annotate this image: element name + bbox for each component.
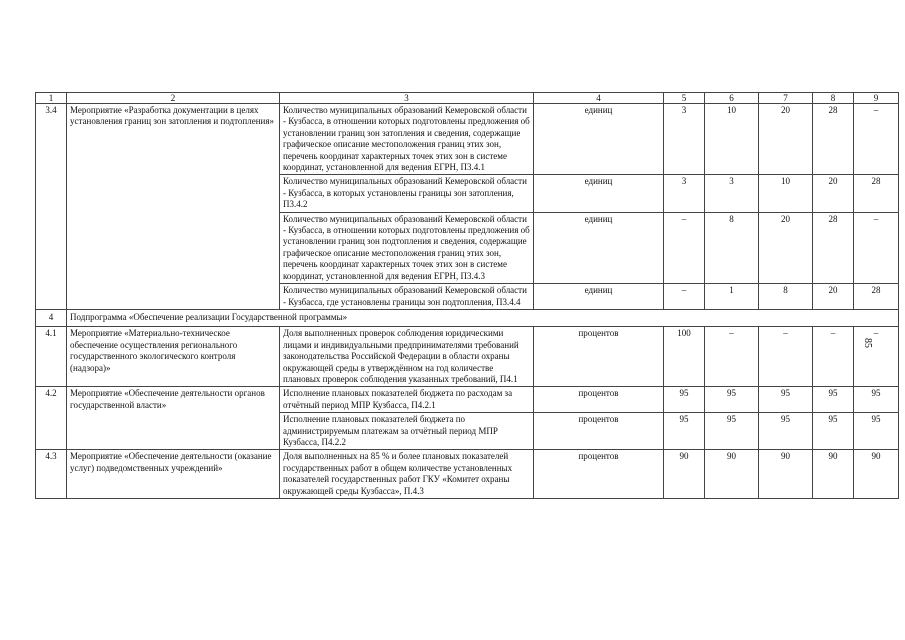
value-cell: 20 bbox=[759, 104, 813, 175]
value-cell: 95 bbox=[705, 387, 759, 413]
indicator-name: Количество муниципальных образований Кемеровской области - Кузбасса, в отношении которых подготовлены предложения об установлении границ зон затопления и сведения, содержащие графическое описание местоположения границ этих зон, перечень координат характерных точек этих зон в системе координат, установленной для ведения ЕГРН, П3.4.1 bbox=[280, 104, 534, 175]
value-cell: 8 bbox=[759, 284, 813, 310]
unit-cell: процентов bbox=[534, 450, 664, 499]
value-cell: 20 bbox=[813, 175, 854, 212]
column-number: 3 bbox=[280, 93, 534, 104]
event-name: Мероприятие «Обеспечение деятельности органов государственной власти» bbox=[67, 387, 280, 450]
value-cell: – bbox=[854, 212, 899, 283]
value-cell: – bbox=[759, 327, 813, 387]
page-number: 85 bbox=[862, 338, 873, 348]
value-cell: 90 bbox=[854, 450, 899, 499]
unit-cell: единиц bbox=[534, 284, 664, 310]
value-cell: 10 bbox=[759, 175, 813, 212]
indicator-name: Доля выполненных на 85 % и более плановых показателей государственных работ в общем количестве установленных показателей государственных работ ГКУ «Комитет охраны окружающей среды Кузбасса», П.4.3 bbox=[280, 450, 534, 499]
unit-cell: процентов bbox=[534, 387, 664, 413]
value-cell: 1 bbox=[705, 284, 759, 310]
column-number: 7 bbox=[759, 93, 813, 104]
indicators-table bbox=[35, 92, 899, 499]
event-name: Мероприятие «Обеспечение деятельности (оказание услуг) подведомственных учреждений» bbox=[67, 450, 280, 499]
column-number: 2 bbox=[67, 93, 280, 104]
table-row bbox=[36, 104, 899, 175]
row-number: 3.4 bbox=[36, 104, 67, 310]
event-name: Мероприятие «Материально-техническое обеспечение осуществления регионального государственного экологического контроля (надзора)» bbox=[67, 327, 280, 387]
value-cell: 3 bbox=[664, 104, 705, 175]
value-cell: 90 bbox=[705, 450, 759, 499]
row-number: 4.2 bbox=[36, 387, 67, 450]
value-cell: 3 bbox=[705, 175, 759, 212]
row-number: 4.3 bbox=[36, 450, 67, 499]
value-cell: – bbox=[854, 327, 899, 387]
value-cell: 95 bbox=[664, 387, 705, 413]
indicator-name: Количество муниципальных образований Кемеровской области - Кузбасса, где установлены границы зон подтопления, П3.4.4 bbox=[280, 284, 534, 310]
table-row bbox=[36, 450, 899, 499]
value-cell: 90 bbox=[813, 450, 854, 499]
value-cell: – bbox=[664, 212, 705, 283]
indicator-name: Количество муниципальных образований Кемеровской области - Кузбасса, в отношении которых подготовлены предложения об установлении границ зон подтопления и сведения, содержащие графическое описание местоположения границ этих зон, перечень координат характерных точек этих зон в системе координат, установленной для ведения ЕГРН, П3.4.3 bbox=[280, 212, 534, 283]
unit-cell: единиц bbox=[534, 104, 664, 175]
value-cell: 3 bbox=[664, 175, 705, 212]
value-cell: 95 bbox=[759, 387, 813, 413]
value-cell: 28 bbox=[854, 175, 899, 212]
value-cell: 28 bbox=[813, 212, 854, 283]
value-cell: 20 bbox=[759, 212, 813, 283]
row-number: 4.1 bbox=[36, 327, 67, 387]
column-number: 6 bbox=[705, 93, 759, 104]
value-cell: 10 bbox=[705, 104, 759, 175]
column-number: 9 bbox=[854, 93, 899, 104]
value-cell: 90 bbox=[759, 450, 813, 499]
indicator-name: Исполнение плановых показателей бюджета по администрируемым платежам за отчётный период МПР Кузбасса, П4.2.2 bbox=[280, 413, 534, 450]
section-row bbox=[36, 309, 899, 326]
value-cell: – bbox=[705, 327, 759, 387]
event-name: Мероприятие «Разработка документации в целях установления границ зон затопления и подтопления» bbox=[67, 104, 280, 310]
indicator-name: Доля выполненных проверок соблюдения юридическими лицами и индивидуальными предпринимателями требований законодательства Российской Федерации в области охраны окружающей среды в утверждённом на год количестве плановых проверок соблюдения указанных требований, П4.1 bbox=[280, 327, 534, 387]
unit-cell: единиц bbox=[534, 175, 664, 212]
indicator-name: Исполнение плановых показателей бюджета по расходам за отчётный период МПР Кузбасса, П4.2.1 bbox=[280, 387, 534, 413]
column-number: 1 bbox=[36, 93, 67, 104]
value-cell: – bbox=[854, 104, 899, 175]
table-row bbox=[36, 387, 899, 413]
value-cell: 95 bbox=[705, 413, 759, 450]
section-title: Подпрограмма «Обеспечение реализации Государственной программы» bbox=[67, 309, 899, 326]
value-cell: 95 bbox=[813, 413, 854, 450]
value-cell: 95 bbox=[759, 413, 813, 450]
table-row bbox=[36, 327, 899, 387]
column-number: 8 bbox=[813, 93, 854, 104]
value-cell: 100 bbox=[664, 327, 705, 387]
value-cell: 95 bbox=[813, 387, 854, 413]
value-cell: 20 bbox=[813, 284, 854, 310]
column-number-row bbox=[36, 93, 899, 104]
unit-cell: процентов bbox=[534, 413, 664, 450]
unit-cell: единиц bbox=[534, 212, 664, 283]
unit-cell: процентов bbox=[534, 327, 664, 387]
value-cell: 95 bbox=[854, 413, 899, 450]
value-cell: 28 bbox=[813, 104, 854, 175]
indicator-name: Количество муниципальных образований Кемеровской области - Кузбасса, в которых установлены границы зон затопления, П3.4.2 bbox=[280, 175, 534, 212]
value-cell: 90 bbox=[664, 450, 705, 499]
section-number: 4 bbox=[36, 309, 67, 326]
value-cell: 95 bbox=[854, 387, 899, 413]
value-cell: 28 bbox=[854, 284, 899, 310]
value-cell: 95 bbox=[664, 413, 705, 450]
value-cell: – bbox=[813, 327, 854, 387]
value-cell: 8 bbox=[705, 212, 759, 283]
value-cell: – bbox=[664, 284, 705, 310]
column-number: 4 bbox=[534, 93, 664, 104]
column-number: 5 bbox=[664, 93, 705, 104]
